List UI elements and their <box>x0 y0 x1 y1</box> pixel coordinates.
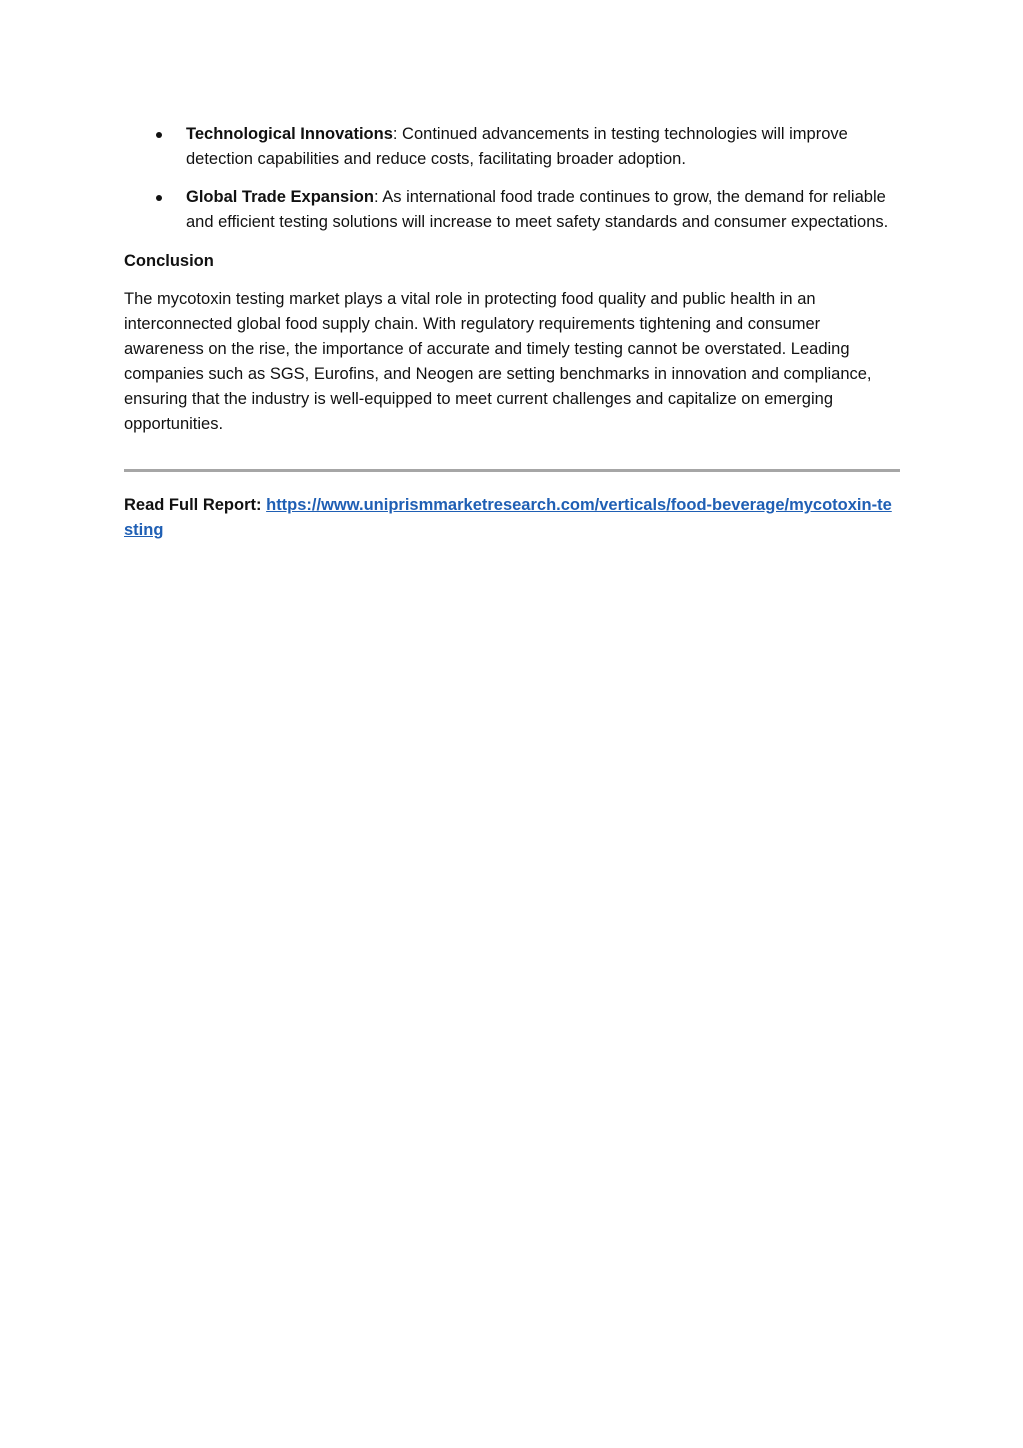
bullet-title: Global Trade Expansion <box>186 188 374 206</box>
bullet-title: Technological Innovations <box>186 125 393 143</box>
list-item <box>124 185 900 235</box>
bullet-text: : Continued advancements in testing technologies will improve detection capabilities and reduce costs, facilitating broader adoption. <box>186 125 848 168</box>
bullet-text: : As international food trade continues to grow, the demand for reliable and efficient testing solutions will increase to meet safety standards and consumer expectations. <box>186 188 889 231</box>
document-page <box>124 122 900 543</box>
bullet-icon <box>156 195 162 201</box>
read-full-report <box>124 493 900 543</box>
conclusion-paragraph: The mycotoxin testing market plays a vital role in protecting food quality and public health in an interconnected global food supply chain. With regulatory requirements tightening and consumer awareness on the rise, the importance of accurate and timely testing cannot be overstated. Leading companies such as SGS, Eurofins, and Neogen are setting benchmarks in innovation and compliance, ensuring that the industry is well-equipped to meet current challenges and capitalize on emerging opportunities. <box>124 290 872 433</box>
report-label: Read Full Report: <box>124 496 262 514</box>
bullet-icon <box>156 132 162 138</box>
conclusion-heading: Conclusion <box>124 252 214 270</box>
horizontal-divider <box>124 469 900 472</box>
report-link[interactable]: https://www.uniprismmarketresearch.com/verticals/food-beverage/mycotoxin-testing <box>124 496 892 539</box>
list-item <box>124 122 900 172</box>
bullet-list <box>124 122 900 235</box>
